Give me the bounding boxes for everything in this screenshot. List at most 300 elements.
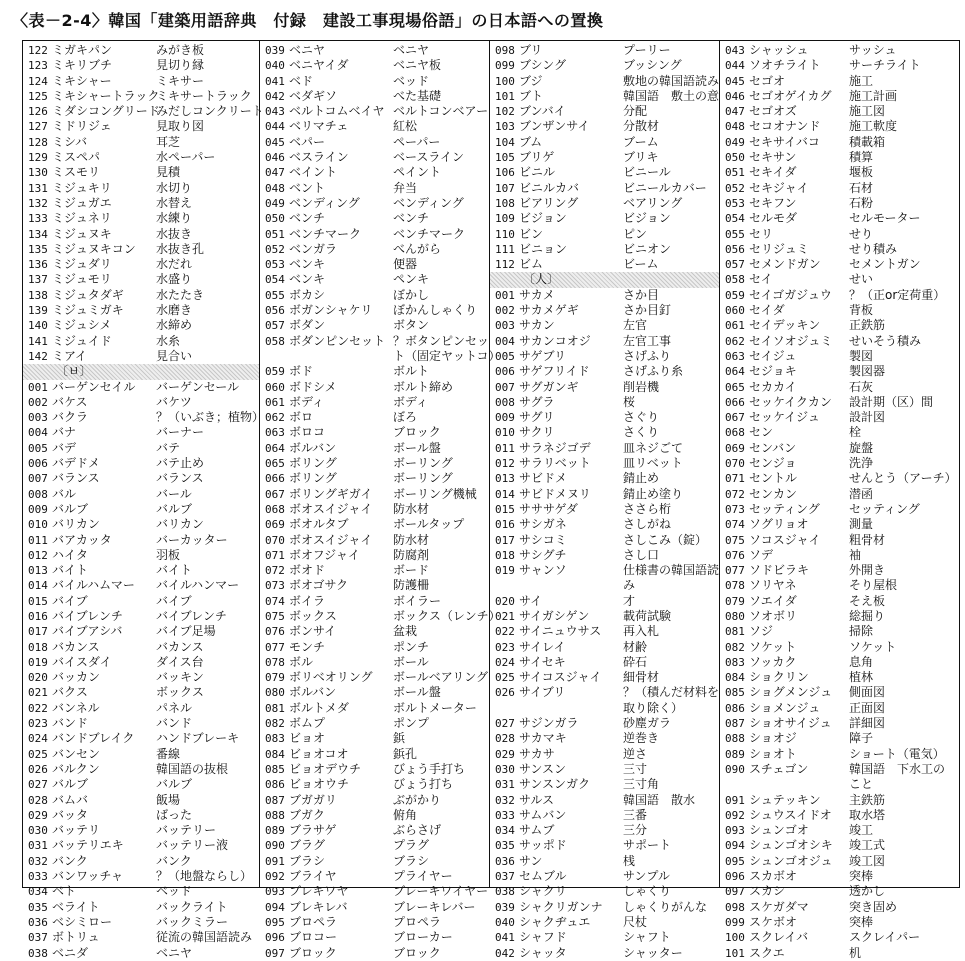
- table-row: [720, 563, 959, 578]
- japanese-term: プライヤー: [393, 869, 453, 884]
- korean-reading: ミアイ: [52, 348, 87, 363]
- table-row: [720, 624, 959, 639]
- japanese-term: 水糸: [156, 333, 181, 348]
- japanese-term: ミキサー: [156, 73, 205, 88]
- entry-number: 053: [265, 258, 285, 272]
- entry-number: 084: [265, 747, 285, 761]
- japanese-term: 防腐剤: [393, 547, 430, 562]
- table-row: [260, 747, 489, 762]
- japanese-term: ？（積んだ材料を: [623, 685, 720, 700]
- korean-reading: ビニル: [519, 165, 556, 180]
- entry-number: 084: [725, 671, 745, 685]
- korean-reading: ボド: [289, 364, 314, 379]
- table-row: [720, 288, 959, 303]
- entry-number: 015: [495, 502, 515, 516]
- japanese-term: 三番: [623, 807, 648, 822]
- korean-reading: バッカン: [52, 670, 101, 685]
- table-row: [260, 915, 489, 930]
- japanese-term: ぶがかり: [393, 792, 442, 807]
- japanese-term: ベンチマーク: [393, 226, 466, 241]
- table-row: [720, 104, 959, 119]
- japanese-term: 水練り: [156, 211, 193, 226]
- korean-reading: ボディ: [289, 394, 325, 409]
- entry-number: 079: [265, 671, 285, 685]
- japanese-term: 詳細図: [849, 716, 886, 731]
- entry-number: 033: [28, 870, 48, 884]
- korean-reading: ボガンシャケリ: [289, 303, 373, 318]
- table-row: [260, 58, 489, 73]
- japanese-term: 施工: [849, 73, 874, 88]
- entry-number: 002: [495, 304, 515, 318]
- entry-number: 132: [28, 196, 48, 210]
- korean-reading: バクラ: [52, 410, 89, 425]
- japanese-term: バイト: [156, 563, 193, 578]
- entry-number: 055: [725, 227, 745, 241]
- japanese-term: バックライト: [156, 899, 228, 914]
- korean-reading: ボロ: [289, 410, 314, 425]
- japanese-term: ？（正or定荷重）: [849, 287, 946, 302]
- table-row: [23, 946, 259, 961]
- table-row: [260, 104, 489, 119]
- japanese-term: そえ板: [849, 593, 886, 608]
- table-row: [490, 946, 719, 961]
- table-row: [260, 487, 489, 502]
- korean-reading: ブンザンサイ: [519, 119, 590, 134]
- korean-reading: セイソオジュミ: [749, 333, 833, 348]
- korean-reading: ボルトメダ: [289, 700, 349, 715]
- entry-number: 098: [725, 900, 745, 914]
- korean-reading: サシガネ: [519, 517, 567, 532]
- entry-number: 032: [495, 793, 515, 807]
- entry-number: 042: [265, 89, 285, 103]
- entry-number: 093: [725, 824, 745, 838]
- japanese-term: 水たたき: [156, 287, 205, 302]
- entry-number: 021: [28, 686, 48, 700]
- japanese-term: 韓国語の抜根: [156, 761, 229, 776]
- korean-reading: [289, 349, 393, 364]
- korean-reading: ビジョン: [519, 211, 567, 226]
- table-row: [23, 563, 259, 578]
- japanese-term: 見積: [156, 165, 181, 180]
- japanese-term: ばった: [156, 807, 193, 822]
- entry-number: 055: [265, 288, 285, 302]
- table-row: [490, 89, 719, 104]
- japanese-term: ビジョン: [623, 211, 671, 226]
- table-row: [23, 425, 259, 440]
- korean-reading: ソドビラキ: [749, 563, 810, 578]
- entry-number: 018: [495, 548, 515, 562]
- table-row: [720, 364, 959, 379]
- entry-number: 107: [495, 181, 515, 195]
- japanese-term: 側面図: [849, 685, 886, 700]
- entry-number: 074: [725, 518, 745, 532]
- japanese-term: びょう打ち: [393, 777, 454, 792]
- korean-reading: ボオフジャイ: [289, 547, 360, 562]
- korean-reading: ソリヤネ: [749, 578, 797, 593]
- japanese-term: しゃくりがんな: [623, 899, 708, 914]
- japanese-term: 背板: [849, 303, 874, 318]
- korean-reading: バイブレンチ: [52, 608, 123, 623]
- korean-reading: バルブ: [52, 777, 89, 792]
- korean-reading: シュウスイドオ: [749, 807, 832, 822]
- table-row: [23, 288, 259, 303]
- korean-reading: サムバン: [519, 807, 567, 822]
- japanese-term: 突棒: [849, 914, 874, 929]
- entry-number: 013: [28, 564, 48, 578]
- table-row: [260, 43, 489, 58]
- japanese-term: 飯場: [156, 792, 181, 807]
- entry-number: 097: [725, 885, 745, 899]
- korean-reading: サイ: [519, 593, 543, 608]
- entry-number: 105: [495, 151, 515, 165]
- korean-reading: ベニヤ: [289, 43, 326, 57]
- entry-number: 031: [28, 839, 48, 853]
- table-row: [720, 716, 959, 731]
- table-row: [23, 181, 259, 196]
- entry-number: 056: [725, 242, 745, 256]
- table-row: [23, 349, 259, 364]
- korean-reading: サラネジゴデ: [519, 440, 591, 455]
- entry-number: 127: [28, 120, 48, 134]
- japanese-term: 突き固め: [849, 899, 898, 914]
- entry-number: 071: [265, 548, 285, 562]
- entry-number: 035: [495, 839, 515, 853]
- entry-number: 028: [495, 732, 515, 746]
- table-row: [23, 441, 259, 456]
- japanese-term: ビニオン: [623, 241, 672, 256]
- entry-number: 085: [725, 686, 745, 700]
- table-row: [260, 624, 489, 639]
- japanese-term: ボックス（レンチ）: [393, 608, 501, 623]
- korean-reading: セイダ: [749, 303, 785, 318]
- korean-reading: ベント: [289, 180, 326, 195]
- japanese-term: 障子: [849, 731, 874, 746]
- japanese-term: 皿リベット: [623, 456, 683, 471]
- entry-number: 077: [265, 640, 285, 654]
- japanese-term: 設計期（区）間: [849, 394, 934, 409]
- entry-number: 065: [265, 457, 285, 471]
- korean-reading: バーゲンセイル: [52, 379, 136, 394]
- korean-reading: ボル: [289, 654, 314, 669]
- japanese-term: 石材: [849, 180, 874, 195]
- japanese-term: 砂塵ガラ: [623, 716, 672, 731]
- table-row: [23, 502, 259, 517]
- korean-reading: サグラ: [519, 394, 555, 409]
- japanese-term: 見切り縁: [156, 58, 205, 73]
- entry-number: 133: [28, 212, 48, 226]
- table-row: [23, 533, 259, 548]
- table-row: [23, 655, 259, 670]
- japanese-term: さか目: [623, 287, 660, 302]
- table-row: [720, 900, 959, 915]
- korean-reading: ベイント: [289, 165, 338, 180]
- table-row: [23, 762, 259, 777]
- korean-reading: サン: [519, 853, 543, 868]
- japanese-term: ぼろ: [393, 410, 418, 425]
- table-row: [720, 119, 959, 134]
- entry-number: 005: [28, 441, 48, 455]
- table-row: [260, 838, 489, 853]
- entry-number: 073: [265, 579, 285, 593]
- entry-number: 043: [265, 105, 285, 119]
- korean-reading: バムバ: [52, 792, 89, 807]
- korean-reading: スケガダマ: [749, 899, 809, 914]
- table-row: [720, 808, 959, 823]
- table-row: [490, 777, 719, 792]
- japanese-term: ベンチ: [393, 211, 430, 226]
- table-row: [23, 609, 259, 624]
- entry-number: 016: [28, 609, 48, 623]
- japanese-term: さし口: [623, 547, 660, 562]
- entry-number: 128: [28, 135, 48, 149]
- table-row: [260, 227, 489, 242]
- entry-number: 011: [28, 533, 48, 547]
- table-row: [23, 165, 259, 180]
- japanese-term: 弁当: [393, 180, 418, 195]
- japanese-term: バカンス: [156, 639, 204, 654]
- korean-reading: ショクリン: [749, 670, 809, 685]
- korean-reading: サジンガラ: [519, 716, 579, 731]
- korean-reading: バアカッタ: [52, 532, 112, 547]
- japanese-term: ブレーキレバー: [393, 899, 476, 914]
- korean-reading: ボオゴサク: [289, 578, 349, 593]
- japanese-term: ぼかし: [393, 287, 430, 302]
- japanese-term: 見取り図: [156, 119, 205, 134]
- japanese-term: 製図: [849, 348, 874, 363]
- entry-number: 080: [265, 686, 285, 700]
- table-row: [490, 150, 719, 165]
- korean-reading: シャクヂュエ: [519, 914, 591, 929]
- japanese-term: せり: [849, 226, 874, 241]
- entry-number: 122: [28, 44, 48, 57]
- japanese-term: セメントガン: [849, 257, 921, 272]
- korean-reading: ショメンジュ: [749, 700, 821, 715]
- korean-reading: ビアリング: [519, 195, 579, 210]
- entry-number: 081: [725, 625, 745, 639]
- korean-reading: セキフン: [749, 195, 797, 210]
- korean-reading: セン: [749, 425, 774, 440]
- entry-number: 068: [265, 502, 285, 516]
- japanese-term: ピン: [623, 226, 648, 241]
- korean-reading: スクエ: [749, 945, 785, 960]
- table-row: [490, 364, 719, 379]
- table-row: [490, 74, 719, 89]
- entry-number: 037: [28, 931, 48, 945]
- entry-number: 086: [725, 701, 745, 715]
- table-row: [23, 211, 259, 226]
- korean-reading: ミシバ: [52, 134, 88, 149]
- japanese-term: プロペラ: [393, 914, 442, 929]
- entry-number: 129: [28, 151, 48, 165]
- table-row: [490, 288, 719, 303]
- korean-reading: ブシング: [519, 58, 566, 73]
- korean-reading: ブラグ: [289, 838, 326, 853]
- japanese-term: ミキサートラック: [156, 88, 252, 103]
- table-row: [490, 716, 719, 731]
- table-row: [720, 670, 959, 685]
- table-row: [260, 869, 489, 884]
- table-row: [260, 608, 501, 624]
- entry-number: 032: [28, 854, 48, 868]
- table-row: [260, 533, 489, 548]
- entry-number: 014: [495, 487, 515, 501]
- entry-number: 058: [725, 273, 745, 287]
- japanese-term: ペンキ: [393, 272, 430, 287]
- entry-number: 069: [725, 441, 745, 455]
- table-row: [23, 930, 259, 945]
- entry-number: 009: [28, 502, 48, 516]
- table-row: [490, 471, 719, 486]
- table-row: [23, 272, 259, 287]
- entry-number: 076: [265, 625, 285, 639]
- korean-reading: スクレイバ: [749, 930, 809, 945]
- japanese-term: 粗骨材: [849, 532, 886, 547]
- table-row: [23, 471, 259, 486]
- korean-reading: ボダン: [289, 318, 326, 333]
- entry-number: 060: [725, 304, 745, 318]
- korean-reading: ボロコ: [289, 425, 326, 440]
- japanese-term: バルブ: [156, 501, 193, 516]
- korean-reading: ミドリジェ: [52, 119, 112, 134]
- japanese-term: 細骨材: [623, 670, 660, 685]
- table-row: [23, 838, 259, 853]
- table-row: [23, 196, 259, 211]
- entry-number: 103: [495, 120, 515, 134]
- korean-reading: ベダギソ: [289, 88, 338, 103]
- japanese-term: バンド: [156, 716, 193, 731]
- korean-reading: ミジュタダギ: [52, 287, 124, 302]
- table-row: [23, 119, 259, 134]
- table-row: [23, 594, 259, 609]
- entry-number: 061: [265, 395, 285, 409]
- japanese-term: 敷地の韓国語読み: [623, 73, 720, 88]
- entry-number: 010: [495, 426, 515, 440]
- korean-reading: ベニヤイダ: [289, 58, 349, 73]
- entry-number: 035: [28, 900, 48, 914]
- table-row: [490, 487, 719, 502]
- korean-reading: セキジャイ: [749, 180, 809, 195]
- korean-reading: ボリング: [289, 471, 337, 486]
- entry-number: 028: [28, 793, 48, 807]
- korean-reading: ビョオデウチ: [289, 761, 362, 776]
- table-row: [23, 548, 259, 563]
- japanese-term: ベッド: [156, 884, 193, 899]
- table-row: [490, 762, 719, 777]
- japanese-term: べんがら: [393, 241, 442, 256]
- japanese-term: せいそう積み: [849, 333, 922, 348]
- japanese-term: 錆止め: [623, 471, 660, 486]
- table-row: [23, 227, 259, 242]
- entry-number: 087: [725, 717, 745, 731]
- entry-number: 027: [28, 778, 48, 792]
- entry-number: 011: [495, 441, 515, 455]
- japanese-term: 水締め: [156, 318, 193, 333]
- table-row: [23, 380, 259, 395]
- entry-number: 048: [265, 181, 285, 195]
- entry-number: 020: [28, 671, 48, 685]
- entry-number: 036: [495, 854, 515, 868]
- japanese-term: 仕様書の韓国語読: [623, 563, 720, 578]
- table-row: [490, 257, 719, 272]
- korean-reading: ベンキ: [289, 272, 326, 287]
- section-spacer: [23, 364, 52, 379]
- japanese-term: 施工軟度: [849, 119, 898, 134]
- entry-number: 057: [265, 319, 285, 333]
- entry-number: 043: [725, 44, 745, 57]
- korean-reading: バッテリエキ: [52, 838, 124, 853]
- entry-number: 064: [725, 365, 745, 379]
- japanese-term: ベニヤ板: [393, 58, 442, 73]
- entry-number: 095: [265, 915, 285, 929]
- japanese-term: 逆さ: [623, 746, 648, 761]
- table-row: [720, 548, 959, 563]
- japanese-term: さぐり: [623, 410, 660, 425]
- japanese-term: ささら桁: [623, 501, 672, 516]
- japanese-term: 取水塔: [849, 807, 886, 822]
- entry-number: 089: [725, 747, 745, 761]
- japanese-term: バール: [156, 486, 192, 501]
- korean-reading: ブロコー: [289, 930, 338, 945]
- entry-number: 076: [725, 548, 745, 562]
- korean-reading: サゲブリ: [519, 348, 567, 363]
- entry-number: 079: [725, 594, 745, 608]
- korean-reading: ソエイダ: [749, 593, 797, 608]
- japanese-term: 掃除: [849, 624, 874, 639]
- entry-number: 048: [725, 120, 745, 134]
- korean-reading: セイジュ: [749, 348, 797, 363]
- korean-reading: ベシミロー: [52, 914, 113, 929]
- japanese-term: 見合い: [156, 348, 193, 363]
- korean-reading: ボカシ: [289, 287, 326, 302]
- table-column: [719, 41, 959, 960]
- table-row: [23, 685, 259, 700]
- table-row: [720, 502, 959, 517]
- table-row: [260, 762, 489, 777]
- table-row: [260, 196, 489, 211]
- table-row: [490, 655, 719, 670]
- japanese-term: 便器: [393, 257, 418, 272]
- entry-number: 040: [265, 59, 285, 73]
- korean-reading: サンスン: [519, 761, 567, 776]
- table-row: [23, 777, 259, 792]
- entry-number: 049: [265, 196, 285, 210]
- japanese-term: 袖: [849, 547, 862, 562]
- japanese-term: ボール盤: [393, 440, 441, 455]
- korean-reading: ボオド: [289, 563, 326, 578]
- entry-number: 075: [725, 533, 745, 547]
- japanese-term: せい: [849, 272, 874, 287]
- korean-reading: セカカイ: [749, 379, 797, 394]
- japanese-term: プラグ: [393, 838, 430, 853]
- korean-reading: ベンチ: [289, 211, 326, 226]
- table-row: [490, 747, 719, 762]
- table-row: [260, 670, 489, 685]
- japanese-term: さくり: [623, 425, 660, 440]
- japanese-term: 桜: [623, 394, 636, 409]
- entry-number: 065: [725, 380, 745, 394]
- entry-number: 131: [28, 181, 48, 195]
- table-row: [490, 165, 719, 180]
- table-row: [260, 272, 489, 287]
- japanese-term: 三分: [623, 823, 648, 838]
- japanese-term: ボール: [393, 654, 429, 669]
- entry-number: 136: [28, 258, 48, 272]
- entry-number: 134: [28, 227, 48, 241]
- japanese-term: ボイラー: [393, 593, 442, 608]
- japanese-term: 防護柵: [393, 578, 430, 593]
- entry-number: 021: [495, 609, 515, 623]
- korean-reading: バンセン: [52, 746, 101, 761]
